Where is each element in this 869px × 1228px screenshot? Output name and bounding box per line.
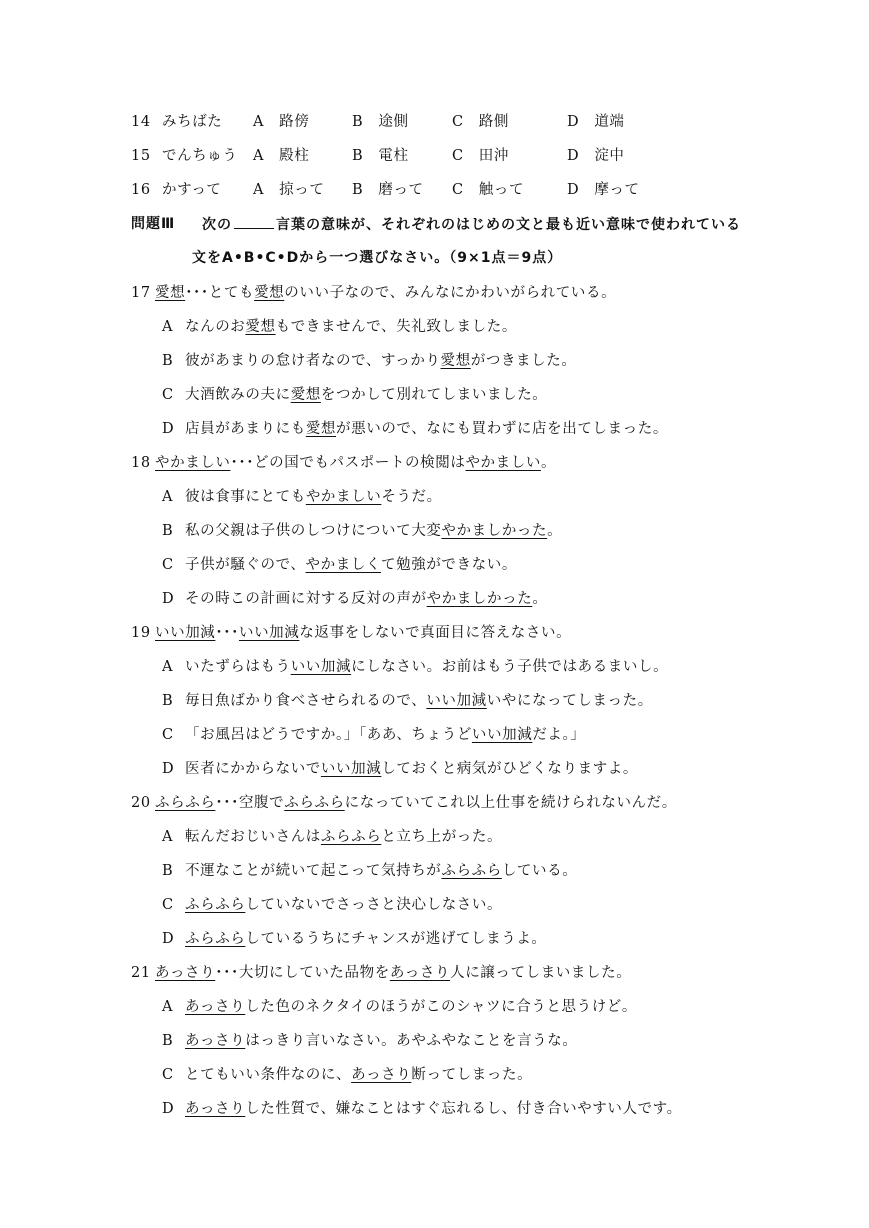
text-segment: て勉強ができない。 <box>381 557 517 573</box>
underlined-keyword: いい加減 <box>155 625 216 641</box>
text-segment: 。 <box>540 455 557 471</box>
text-segment: もできませんで、失礼致しました。 <box>275 319 517 335</box>
option-text <box>185 1065 532 1085</box>
text-segment: 私の父親は子供のしつけについて大変 <box>185 523 442 539</box>
option-label: C <box>162 557 174 573</box>
reading: みちばた <box>162 114 223 130</box>
underlined-keyword: 愛想 <box>254 285 285 301</box>
text-segment: その時この計画に対する反対の声が <box>185 591 427 607</box>
text-segment: ･･･ <box>215 625 239 641</box>
text-segment: にしなさい。お前はもう子供ではあるまいし。 <box>351 659 669 675</box>
option-text <box>185 657 668 677</box>
option-text <box>185 997 637 1017</box>
option-label: B <box>162 1033 174 1049</box>
option-label: C <box>162 1067 174 1083</box>
stem-text <box>155 283 616 303</box>
option-label: A <box>162 829 174 845</box>
text-segment: 「お風呂はどうですか。」「ああ、ちょうど <box>185 727 472 743</box>
option-a: A 殿柱 <box>253 148 310 164</box>
option-text <box>185 521 562 541</box>
text-segment: ･･･とても <box>185 285 255 301</box>
option-d: D 道端 <box>567 114 625 130</box>
underlined-keyword: 愛想 <box>245 319 276 335</box>
text-segment: とてもいい条件なのに、 <box>185 1067 352 1083</box>
text-segment: 店員があまりにも <box>185 421 306 437</box>
question-number: 17 <box>131 285 151 301</box>
text-segment: 大酒飲みの夫に <box>185 387 291 403</box>
text-segment: いやになってしまった。 <box>486 693 653 709</box>
underlined-keyword: ふらふら <box>185 931 246 947</box>
option-d: D 淀中 <box>567 148 625 164</box>
underlined-keyword: あっさり <box>351 1067 412 1083</box>
option-label: A <box>162 319 174 335</box>
option-text <box>185 1099 682 1119</box>
underlined-keyword: やかましい <box>305 489 382 505</box>
option-text <box>185 385 547 405</box>
option-c: C 田沖 <box>452 148 509 164</box>
text-segment: いたずらはもう <box>185 659 291 675</box>
text-segment: そうだ。 <box>381 489 442 505</box>
option-label: D <box>162 421 175 437</box>
underlined-keyword: ふらふら <box>441 863 502 879</box>
option-text <box>185 895 502 915</box>
underlined-keyword: あっさり <box>185 1033 246 1049</box>
option-label: B <box>162 693 174 709</box>
underlined-keyword: ふらふら <box>320 829 382 845</box>
option-label: D <box>162 931 175 947</box>
text-segment: が悪いので、なにも買わずに店を出てしまった。 <box>336 421 668 437</box>
text-segment: 毎日魚ばかり食べさせられるので、 <box>185 693 427 709</box>
text-segment: した性質で、嫌なことはすぐ忘れるし、付き合いやすい人です。 <box>245 1101 682 1117</box>
question-number: 15 <box>131 148 151 164</box>
option-a: A 掠って <box>253 182 325 198</box>
text-segment: 。 <box>532 591 548 607</box>
text-segment: 転んだおじいさんは <box>185 829 321 845</box>
text-segment: がつきました。 <box>470 353 577 369</box>
option-c: C 触って <box>452 182 525 198</box>
option-b: B 磨って <box>352 182 424 198</box>
option-label: B <box>162 863 174 879</box>
underlined-keyword: いい加減 <box>320 761 382 777</box>
stem-text <box>155 453 556 473</box>
option-label: B <box>162 353 174 369</box>
underlined-keyword: ふらふら <box>185 897 246 913</box>
text-segment: 子供が騒ぐので、 <box>185 557 306 573</box>
option-label: A <box>162 489 174 505</box>
option-text <box>185 827 502 847</box>
underlined-keyword: いい加減 <box>426 693 487 709</box>
stem-text <box>155 793 677 813</box>
option-d: D 摩って <box>567 182 640 198</box>
question-number: 21 <box>131 965 151 981</box>
text-segment: しておくと病気がひどくなりますよ。 <box>381 761 639 777</box>
text-segment: はっきり言いなさい。あやふやなことを言うな。 <box>245 1033 578 1049</box>
text-segment: していないでさっさと決心しなさい。 <box>245 897 503 913</box>
option-label: B <box>162 523 174 539</box>
text-segment: をつかして別れてしまいました。 <box>320 387 548 403</box>
instruction-post: 言葉の意味が、それぞれのはじめの文と最も近い意味で使われている <box>276 217 741 233</box>
option-text <box>185 929 547 949</box>
underlined-keyword: ふらふら <box>155 795 216 811</box>
instruction-line2: 文をA•B•C•Dから一つ選びなさい。（9×1点＝9点） <box>192 250 563 266</box>
question-number: 16 <box>131 182 151 198</box>
reading: かすって <box>162 182 222 198</box>
option-text <box>185 419 668 439</box>
text-segment: になっていてこれ以上仕事を続けられないんだ。 <box>344 795 677 811</box>
text-segment: しているうちにチャンスが逃げてしまうよ。 <box>245 931 547 947</box>
text-segment: 不運なことが続いて起こって気持ちが <box>185 863 442 879</box>
underlined-keyword: いい加減 <box>290 659 352 675</box>
underlined-keyword: 愛想 <box>290 387 321 403</box>
underlined-keyword: 愛想 <box>305 421 337 437</box>
question-number: 19 <box>131 625 151 641</box>
option-text <box>185 351 576 371</box>
question-number: 20 <box>131 795 151 811</box>
option-label: C <box>162 897 174 913</box>
option-text <box>185 691 653 711</box>
option-text <box>185 555 517 575</box>
underlined-keyword: 愛想 <box>155 285 186 301</box>
text-segment: 断ってしまった。 <box>411 1067 533 1083</box>
text-segment: ･･･どの国でもパスポートの検閲は <box>230 455 466 471</box>
option-text <box>185 487 442 507</box>
underlined-keyword: いい加減 <box>238 625 300 641</box>
text-segment: している。 <box>501 863 578 879</box>
text-segment: 。 <box>547 523 563 539</box>
underlined-keyword: ふらふら <box>284 795 345 811</box>
option-text <box>185 317 517 337</box>
option-c: C 路側 <box>452 114 509 130</box>
option-text <box>185 589 547 609</box>
instruction-pre: 次の <box>202 217 232 233</box>
stem-text <box>155 623 571 643</box>
option-label: A <box>162 659 174 675</box>
option-b: B 電柱 <box>352 148 409 164</box>
underlined-keyword: やかましかった <box>426 591 533 607</box>
option-b: B 途側 <box>352 114 409 130</box>
underlined-keyword: 愛想 <box>440 353 471 369</box>
underlined-keyword: やかましい <box>155 455 231 471</box>
option-label: A <box>162 999 174 1015</box>
option-text <box>185 759 638 779</box>
section-instruction-line1 <box>202 214 741 235</box>
underlined-keyword: やかましかった <box>441 523 548 539</box>
stem-text <box>155 963 631 983</box>
option-text <box>185 1031 577 1051</box>
question-number: 18 <box>131 455 151 471</box>
option-text <box>185 725 585 745</box>
text-segment: ･･･大切にしていた品物を <box>215 965 390 981</box>
option-label: C <box>162 387 174 403</box>
underlined-keyword: やかましく <box>305 557 382 573</box>
underlined-keyword: あっさり <box>185 999 246 1015</box>
text-segment: のいい子なので、みんなにかわいがられている。 <box>284 285 617 301</box>
text-segment: した色のネクタイのほうがこのシャツに合うと思うけど。 <box>245 999 637 1015</box>
option-label: D <box>162 1101 175 1117</box>
text-segment: 人に譲ってしまいました。 <box>450 965 632 981</box>
blank-underline <box>234 214 274 229</box>
option-a: A 路傍 <box>253 114 310 130</box>
option-label: D <box>162 761 175 777</box>
text-segment: 彼は食事にとても <box>185 489 306 505</box>
underlined-keyword: あっさり <box>155 965 216 981</box>
section-label: 問題Ⅲ <box>131 216 176 232</box>
option-label: D <box>162 591 175 607</box>
text-segment: 彼があまりの怠け者なので、すっかり <box>185 353 441 369</box>
underlined-keyword: あっさり <box>389 965 451 981</box>
option-text <box>185 861 577 881</box>
text-segment: ･･･空腹で <box>215 795 285 811</box>
text-segment: なんのお <box>185 319 246 335</box>
underlined-keyword: あっさり <box>185 1101 246 1117</box>
underlined-keyword: いい加減 <box>471 727 533 743</box>
option-label: C <box>162 727 174 743</box>
question-number: 14 <box>131 114 151 130</box>
text-segment: だよ。」 <box>532 727 586 743</box>
text-segment: と立ち上がった。 <box>381 829 503 845</box>
reading: でんちゅう <box>162 148 238 164</box>
text-segment: 医者にかからないで <box>185 761 321 777</box>
underlined-keyword: やかましい <box>465 455 541 471</box>
text-segment: な返事をしないで真面目に答えなさい。 <box>299 625 572 641</box>
